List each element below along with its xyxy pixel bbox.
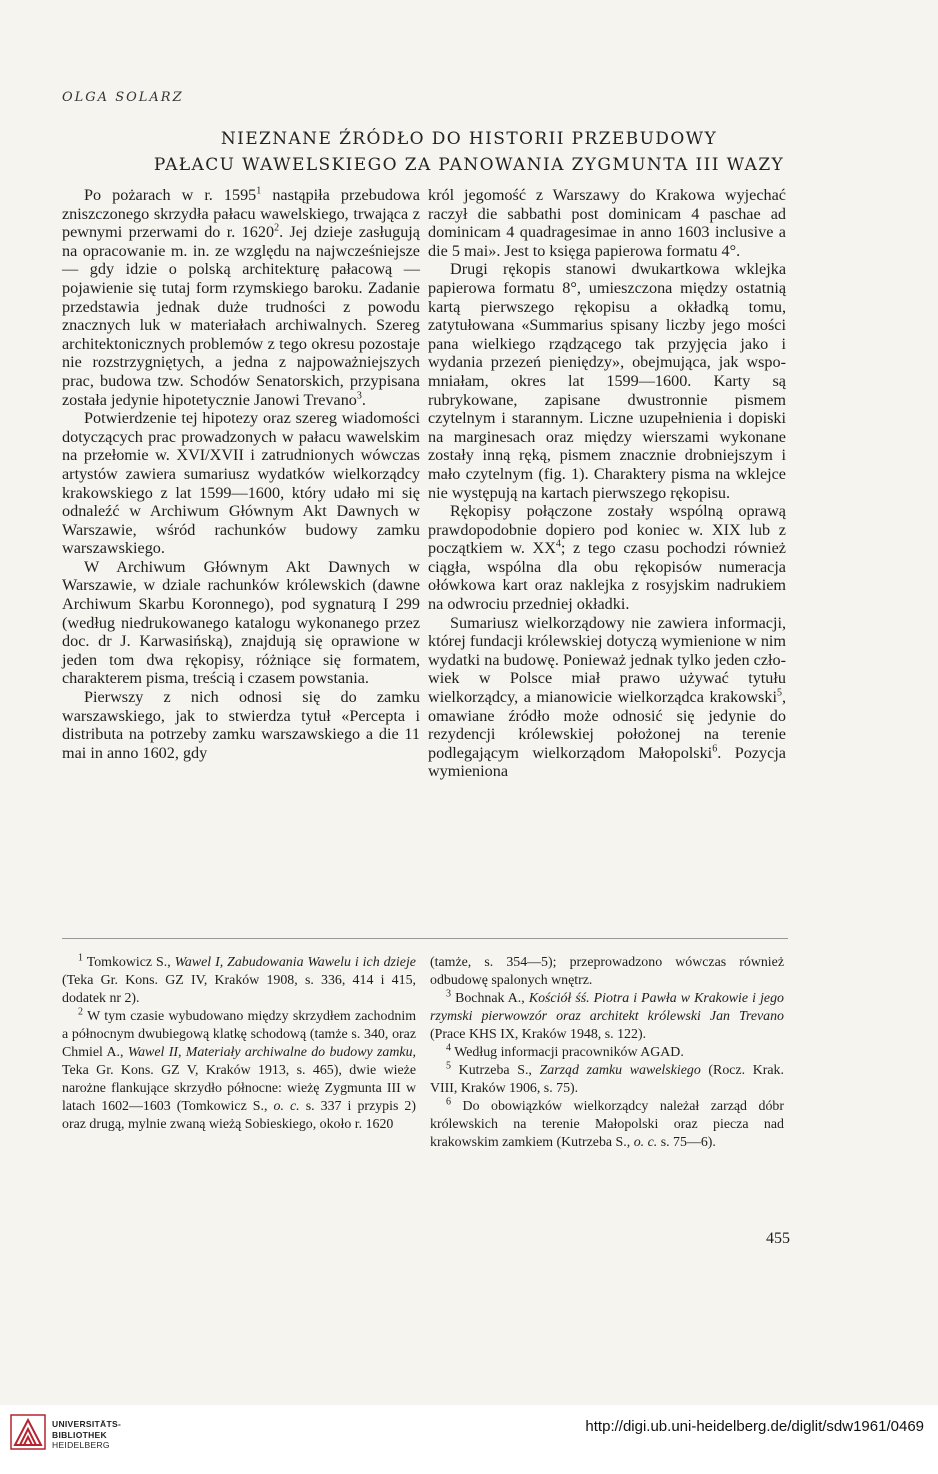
footnote-ref[interactable]: 1 xyxy=(256,185,262,197)
paragraph: król jegomość z Warszawy do Krakowa wyjechać raczył die sabbathi post dominicam 4 paschae ad dominicam 4 quadragesimae in anno 1603 inclusive a die 5 mai». Jest to księga papierowa formatu 4°. xyxy=(428,186,786,260)
paragraph: Pierwszy z nich odnosi się do zamku warszawskiego, jak to stwierdza tytuł «Percepta i distributa na potrzeby zamku warszawskiego a die 11 mai in anno 1602, gdy xyxy=(62,688,420,762)
library-logo-icon[interactable] xyxy=(10,1414,46,1450)
footnote: $^1$ Tomkowicz S., Wawel I, Zabudowania Wawelu i ich dzieje (Teka Gr. Kons. GZ IV, Kraków 1908, s. 336, 414 i 415, dodatek nr 2). xyxy=(62,952,416,1006)
footnote-ref[interactable]: 2 xyxy=(274,222,280,234)
left-column xyxy=(62,186,420,762)
footnote-ref[interactable]: 6 xyxy=(712,743,718,755)
footnote-ref[interactable]: 4 xyxy=(555,538,561,550)
title-line-1: NIEZNANE ŹRÓDŁO DO HISTORII PRZEBUDOWY xyxy=(220,129,718,149)
paragraph: Potwierdzenie tej hipotezy oraz szereg wiadomości dotyczących prac prowadzonych w pałacu wawelskim na przełomie w. XVI/XVII i zatrudnionych wówczas artystów zawiera sumariusz wydatków wielkorządcy krakowskiego z lat 1599—1600, który udało mi się odnaleźć w Archiwum Głównym Akt Dawnych w Warszawie, wśród rachunków budowy zamku warszawskiego. xyxy=(62,409,420,558)
footnote: $^4$ Według informacji pracowników AGAD. xyxy=(446,1042,684,1060)
author-name: OLGA SOLARZ xyxy=(62,90,184,105)
library-name: UNIVERSITÄTS- BIBLIOTHEK HEIDELBERG xyxy=(52,1419,122,1450)
footnote: $^6$ Do obowiązków wielkorządcy należał zarząd dóbr królewskich na terenie Małopolski oraz piecza nad krakowskim zamkiem (Kutrzeba S., o. c. s. 75—6). xyxy=(430,1096,784,1150)
footnote-divider xyxy=(62,938,788,939)
article-title xyxy=(40,126,898,178)
footnotes-left xyxy=(62,954,416,1134)
title-line-2: PAŁACU WAWELSKIEGO ZA PANOWANIA ZYGMUNTA III WAZY xyxy=(153,155,785,175)
page-number: 455 xyxy=(766,1230,790,1247)
footnote: $^3$ Bochnak A., Kościół śś. Piotra i Pawła w Krakowie i jego rzymski pierwowzór oraz architekt królewski Jan Trevano (Prace KHS IX, Kraków 1948, s. 122). xyxy=(430,988,784,1042)
footnote: $^5$ Kutrzeba S., Zarząd zamku wawelskiego (Rocz. Krak. VIII, Kraków 1906, s. 75). xyxy=(430,1060,784,1096)
paragraph: Sumariusz wielkorządowy nie zawiera informacji, której fundacji królewskiej dotyczą wymienione w nim wydatki na budowę. Ponieważ jednak tylko jeden człowiek w Polsce miał prawo używać tytułu wielkorządcy, a mianowicie wielkorządca krakowski$^5$, omawiane źródło może odnosić się jedynie do rezydencji królewskiej położonej na terenie podlegającym wielkorządom Małopolski$^6$. Pozycja wymieniona xyxy=(428,613,786,781)
paragraph: Po pożarach w r. 1595$^1$ nastąpiła przebudowa zniszczonego skrzydła pałacu wawelskiego, trwająca z pewnymi przerwami do r. 1620$^2$. Jej dzieje zasługują na opracowanie m. in. ze względu na najwcześniejsze — gdy idzie o polską architekturę pałacową — pojawienie się tutaj form rzymskiego baroku. Zadanie przedstawia jednak duże trudności z powodu znacznych luk w materiałach archiwalnych. Szereg architektonicznych problemów z tego okresu pozostaje nie rozstrzygniętych, a jedna z najpoważniejszych prac, budowa tzw. Schodów Senatorskich, przypisana została jedynie hipotetycznie Janowi Trevano$^3$. xyxy=(62,185,420,409)
footnote-ref[interactable]: 3 xyxy=(356,390,362,402)
footnote-ref[interactable]: 5 xyxy=(776,687,782,699)
footnote: $^2$ W tym czasie wybudowano między skrzydłem zachodnim a północnym dwubiegową klatkę schodową (tamże s. 340, oraz Chmiel A., Wawel II, Materiały archiwalne do budowy zamku, Teka Gr. Kons. GZ V, Kraków 1913, s. 465), dwie wieże narożne flankujące skrzydło północne: wieżę Zygmunta III w latach 1602—1603 (Tomkowicz S., o. c. s. 337 i przypis 2) oraz drugą, mylnie zwaną wieżą Sobieskiego, około r. 1620 xyxy=(62,1006,417,1132)
digitization-footer xyxy=(0,1405,938,1474)
source-url-link[interactable]: http://digi.ub.uni-heidelberg.de/diglit/sdw1961/0469 xyxy=(585,1418,924,1435)
paragraph: Drugi rękopis stanowi dwukartkowa wklejka papierowa formatu 8°, umieszczona między ostatnią kartą pierwszego rękopisu a okładką tomu, zatytułowana «Summarius spisany liczby jego mości pana wielkiego rządzącego tak przyjęcia jako i wydania przezeń pieniędzy», obejmująca, jak wspomniałam, okres lat 1599—1600. Karty są rubrykowane, zapisane dwustronnie pismem czytelnym i starannym. Liczne uzupełnienia i dopiski na marginesach oraz między wierszami wykonane zostały inną ręką, pismem znacznie drobniejszym i mało czytelnym (fig. 1). Charaktery pisma na wklejce nie występują na kartach pierwszego rękopisu. xyxy=(428,260,786,502)
footnotes-right xyxy=(430,954,784,1152)
paragraph: Rękopisy połączone zostały wspólną oprawą prawdopodobnie dopiero pod koniec w. XIX lub z początkiem w. $XX^4$; z tego czasu pochodzi również ciągła, wspólna dla obu rękopisów numeracja ołówkowa kart oraz naklejka z rosyjskim nadrukiem na odwrociu przedniej okładki. xyxy=(428,502,786,614)
paragraph: W Archiwum Głównym Akt Dawnych w Warszawie, w dziale rachunków królewskich (dawne Archiwum Skarbu Koronnego), pod sygnaturą I 299 (według niedrukowanego katalogu wykonanego przez doc. dr J. Karwasińską), znajdują się oprawione w jeden tom dwa rękopisy, różniące się formatem, charakterem pisma, treścią i czasem powstania. xyxy=(62,557,420,688)
right-column xyxy=(428,186,786,781)
footnote-continuation: (tamże, s. 354—5); przeprowadzono wówczas również odbudowę spalonych wnętrz. xyxy=(430,955,784,988)
